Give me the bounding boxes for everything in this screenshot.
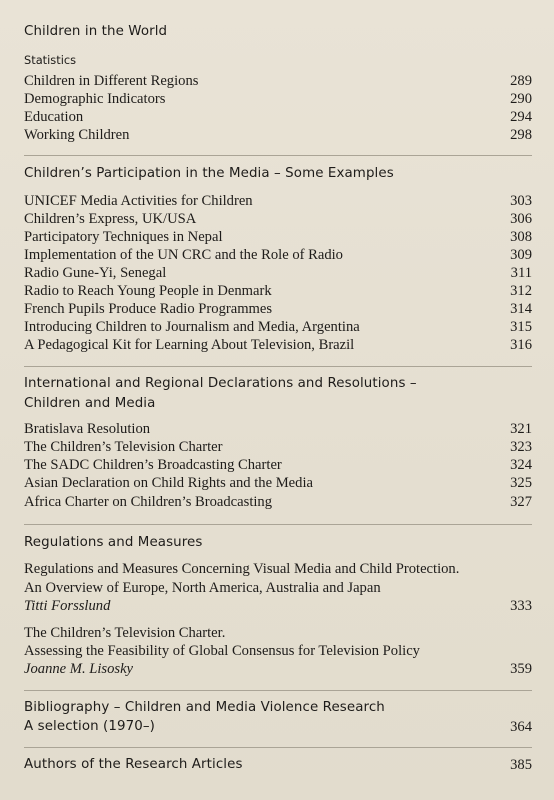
toc-entry-page: 309 xyxy=(510,247,532,263)
toc-entry-page: 298 xyxy=(510,127,532,143)
toc-entry-title[interactable]: Participatory Techniques in Nepal xyxy=(24,229,223,245)
toc-entry-title[interactable]: Africa Charter on Children’s Broadcasting xyxy=(24,494,273,510)
toc-entry-title[interactable]: Education xyxy=(24,109,84,125)
section-heading-regulations: Regulations and Measures xyxy=(24,535,203,550)
toc-entry-page: 303 xyxy=(510,193,532,209)
section-heading-declarations-line2: Children and Media xyxy=(24,396,156,411)
toc-entry-page: 289 xyxy=(510,73,532,89)
section-heading-bibliography[interactable]: Bibliography – Children and Media Violence Research xyxy=(24,700,385,715)
article-title[interactable]: The Children’s Television Charter. xyxy=(24,625,226,641)
section-divider xyxy=(24,690,532,691)
toc-entry-title[interactable]: Children in Different Regions xyxy=(24,73,199,89)
section-divider xyxy=(24,155,532,156)
section-divider xyxy=(24,524,532,525)
toc-entry-page: 312 xyxy=(510,283,532,299)
toc-entry-page: 294 xyxy=(510,109,532,125)
section-heading-participation: Children’s Participation in the Media – Some Examples xyxy=(24,166,394,181)
section-heading-authors[interactable]: Authors of the Research Articles xyxy=(24,757,243,772)
toc-entry-page: 308 xyxy=(510,229,532,245)
toc-entry-page: 333 xyxy=(510,598,532,614)
toc-entry-page: 315 xyxy=(510,319,532,335)
toc-entry-page: 364 xyxy=(510,719,532,735)
toc-entry-page: 359 xyxy=(510,661,532,677)
toc-entry-page: 324 xyxy=(510,457,532,473)
toc-entry-title[interactable]: French Pupils Produce Radio Programmes xyxy=(24,301,273,317)
toc-entry-page: 314 xyxy=(510,301,532,317)
toc-entry-title[interactable]: Children’s Express, UK/USA xyxy=(24,211,197,227)
toc-entry-title[interactable]: Asian Declaration on Child Rights and the Media xyxy=(24,475,313,491)
section-divider xyxy=(24,747,532,748)
subsection-heading-statistics: Statistics xyxy=(24,53,77,67)
toc-entry-title[interactable]: The Children’s Television Charter xyxy=(24,439,223,455)
section-divider xyxy=(24,366,532,367)
toc-entry-page: 323 xyxy=(510,439,532,455)
toc-entry-title[interactable]: A Pedagogical Kit for Learning About Television, Brazil xyxy=(24,337,355,353)
toc-entry-title[interactable]: Introducing Children to Journalism and Media, Argentina xyxy=(24,319,360,335)
toc-entry-page: 316 xyxy=(510,337,532,353)
toc-entry-title[interactable]: The SADC Children’s Broadcasting Charter xyxy=(24,457,282,473)
article-author: Joanne M. Lisosky xyxy=(24,661,134,677)
toc-entry-title[interactable]: Working Children xyxy=(24,127,130,143)
article-author: Titti Forsslund xyxy=(24,598,111,614)
toc-entry-page: 325 xyxy=(510,475,532,491)
toc-entry-page: 327 xyxy=(510,494,532,510)
toc-entry-page: 385 xyxy=(510,757,532,773)
toc-entry-title[interactable]: Demographic Indicators xyxy=(24,91,166,107)
toc-entry-page: 306 xyxy=(510,211,532,227)
toc-entry-title[interactable]: Implementation of the UN CRC and the Role of Radio xyxy=(24,247,343,263)
article-subtitle[interactable]: Assessing the Feasibility of Global Consensus for Television Policy xyxy=(24,643,420,659)
article-subtitle[interactable]: An Overview of Europe, North America, Australia and Japan xyxy=(24,580,381,596)
toc-entry-title[interactable]: UNICEF Media Activities for Children xyxy=(24,193,253,209)
article-title[interactable]: Regulations and Measures Concerning Visual Media and Child Protection. xyxy=(24,561,460,577)
toc-entry-page: 321 xyxy=(510,421,532,437)
toc-entry-page: 290 xyxy=(510,91,532,107)
section-heading-children-in-the-world: Children in the World xyxy=(24,24,168,39)
toc-entry-title[interactable]: Bratislava Resolution xyxy=(24,421,151,437)
toc-entry-title[interactable]: Radio to Reach Young People in Denmark xyxy=(24,283,272,299)
toc-entry-page: 311 xyxy=(510,265,532,281)
section-heading-declarations: International and Regional Declarations and Resolutions – xyxy=(24,376,417,391)
section-heading-bibliography-line2[interactable]: A selection (1970–) xyxy=(24,719,155,734)
toc-entry-title[interactable]: Radio Gune-Yi, Senegal xyxy=(24,265,167,281)
